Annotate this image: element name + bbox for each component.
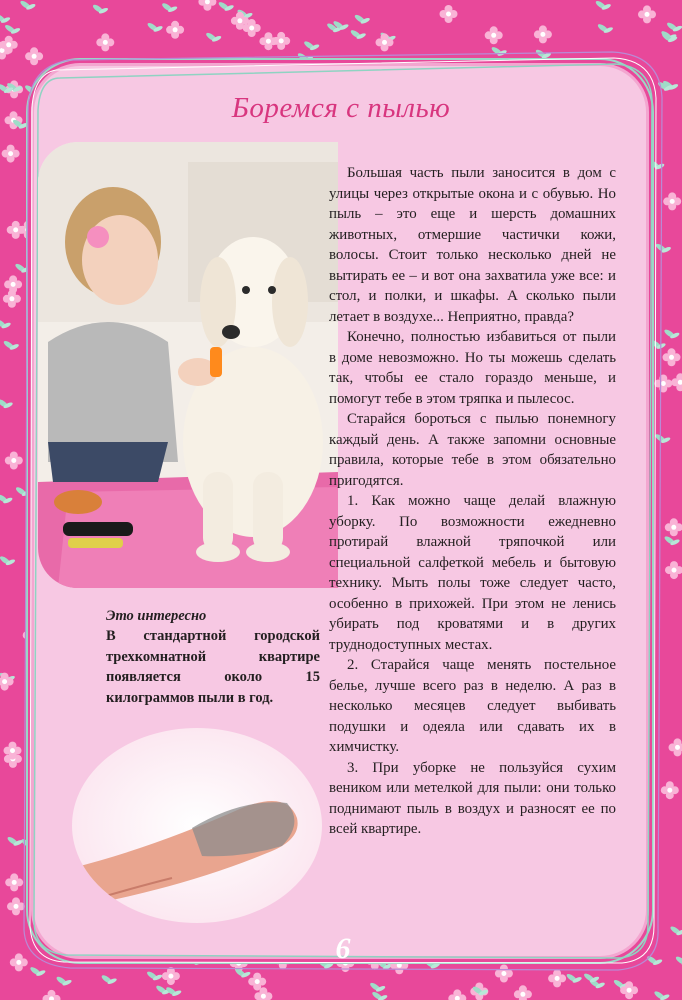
article-paragraph: Старайся бороться с пылью понемногу каждый день. А также запомни основные правила, которые тебе в этом обязательно пригодятся. (329, 411, 616, 489)
page-number: 6 (335, 932, 351, 965)
page-title: Боремся с пылью (231, 92, 451, 124)
girl-with-dog-photo (38, 142, 338, 588)
dusty-finger-photo (72, 728, 322, 923)
main-article-text (329, 163, 616, 840)
article-paragraph: 3. При уборке не пользуйся сухим веником или метелкой для пыли: они только поднимают пыль в воздух и разносят ее по всей квартире. (329, 759, 616, 837)
interesting-fact-title: Это интересно (106, 608, 207, 624)
article-paragraph: 2. Старайся чаще менять постельное белье, лучше всего раз в неделю. А раз в несколько месяцев следует выбивать подушки и одеяла или сдавать их в химчистку. (329, 657, 616, 755)
article-paragraph: Конечно, полностью избавиться от пыли в доме невозможно. Но ты можешь сделать так, чтобы ее стало гораздо меньше, и помогут тебе в этом тряпка и пылесос. (329, 329, 616, 407)
article-paragraph: 1. Как можно чаще делай влажную уборку. По возможности ежедневно протирай влажной тряпочкой или специальной салфеткой мебель и бытовую технику. Мыть полы тоже следует часто, особенно в прихожей. При этом не ленись убирать под кроватями и в других труднодоступных местах. (329, 493, 616, 653)
interesting-fact-body: В стандартной городской трехкомнатной квартире появляется около 15 килограммов пыли в год. (106, 628, 320, 706)
article-paragraph: Большая часть пыли заносится в дом с улицы через открытые окона и с обувью. Но пыль – это еще и шерсть домашних животных, отмершие частички кожи, волосы. Стоит только несколько дней не вытирать ее – и вот она захватила уже все: и стол, и полки, и шкафы. А сколько пыли летает в воздухе... Неприятно, правда? (329, 165, 616, 325)
interesting-fact-box (106, 606, 320, 708)
